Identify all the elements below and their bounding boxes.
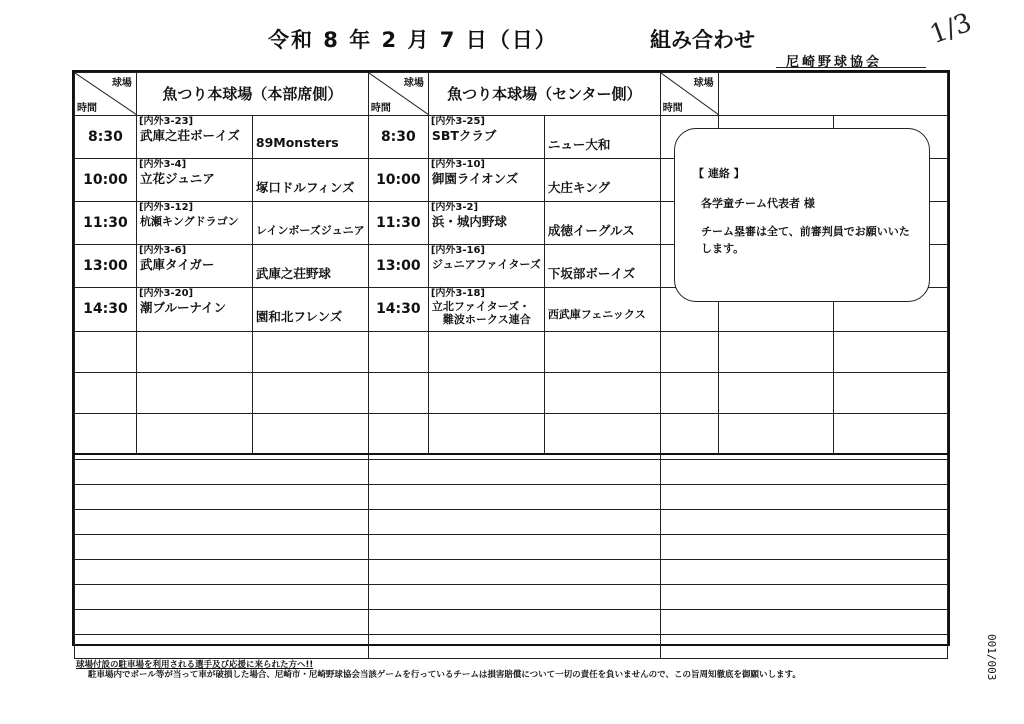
venue-header-row [75, 73, 948, 116]
team-away: 89Monsters [255, 135, 339, 150]
team-home: 武庫之荘ボーイズ [139, 128, 240, 143]
table-row [75, 332, 948, 373]
table-row [75, 414, 948, 454]
empty-cell [368, 414, 428, 454]
team2-cell [252, 202, 368, 245]
empty-cell [368, 373, 428, 414]
team2-cell [544, 288, 660, 332]
match-code: [内外3-18] [430, 288, 485, 299]
lower-row [75, 560, 948, 585]
match-time: 11:30 [376, 215, 421, 231]
association-underline [776, 67, 926, 68]
team-home: ジュニアファイターズ [431, 258, 541, 271]
venue-label: 球場 [693, 78, 714, 89]
team2-cell [252, 116, 368, 159]
empty-cell [75, 510, 369, 535]
team1-cell [428, 245, 544, 288]
time-cell [75, 288, 137, 332]
team-home: 潮ブルーナイン [139, 300, 227, 315]
team-home: 浜・城内野球 [431, 214, 507, 229]
empty-cell [544, 373, 660, 414]
match-code: [内外3-6] [138, 245, 187, 256]
empty-cell [252, 332, 368, 373]
team-home-line2: 難波ホークス連合 [442, 313, 531, 326]
team1-cell [136, 116, 252, 159]
time-cell [368, 202, 428, 245]
team1-cell [428, 159, 544, 202]
time-cell [75, 202, 137, 245]
venue-c-header [718, 73, 947, 116]
time-label: 時間 [370, 103, 391, 114]
time-cell [75, 116, 137, 159]
empty-cell [368, 485, 660, 510]
empty-cell [544, 332, 660, 373]
empty-cell [428, 414, 544, 454]
empty-cell [136, 373, 252, 414]
team-away: 西武庫フェニックス [547, 308, 646, 321]
lower-row [75, 485, 948, 510]
empty-cell [660, 635, 947, 659]
footer-heading: 球場付設の駐車場を利用される選手及び応援に来られた方へ!! [76, 660, 314, 670]
empty-cell [136, 414, 252, 454]
team2-cell [544, 116, 660, 159]
time-cell [75, 159, 137, 202]
team-home: 御園ライオンズ [431, 171, 519, 186]
empty-cell [544, 414, 660, 454]
empty-cell [660, 585, 947, 610]
empty-cell [660, 560, 947, 585]
team2-cell [252, 245, 368, 288]
match-code: [内外3-16] [430, 245, 485, 256]
team2-cell [544, 202, 660, 245]
team1-cell [428, 202, 544, 245]
empty-cell [368, 610, 660, 635]
team-away: ニュー大和 [547, 137, 611, 152]
lower-row [75, 610, 948, 635]
empty-cell [660, 414, 718, 454]
empty-cell [252, 414, 368, 454]
header-corner-b [368, 73, 428, 116]
lower-row [75, 510, 948, 535]
venue-label: 球場 [403, 78, 424, 89]
table-row [75, 373, 948, 414]
empty-cell [660, 460, 947, 485]
lower-row [75, 585, 948, 610]
team2-cell [544, 159, 660, 202]
empty-cell [368, 585, 660, 610]
empty-cell [660, 535, 947, 560]
empty-cell [834, 373, 948, 414]
empty-cell [75, 585, 369, 610]
match-time: 11:30 [83, 215, 128, 231]
team1-cell [136, 245, 252, 288]
empty-cell [428, 373, 544, 414]
empty-cell [75, 332, 137, 373]
empty-cell [660, 373, 718, 414]
empty-cell [834, 332, 948, 373]
team1-cell [428, 116, 544, 159]
team-away: 塚口ドルフィンズ [255, 180, 355, 195]
page-subtitle: 組み合わせ [650, 28, 755, 52]
team1-cell [136, 202, 252, 245]
page-mark: 1/3 [926, 7, 976, 51]
venue-b-name: 魚つり本球場（センター側） [447, 85, 642, 103]
match-time: 10:00 [83, 172, 128, 188]
page-title: 令和 8 年 2 月 7 日（日） [268, 28, 558, 52]
team1-cell [136, 159, 252, 202]
notice-title: 【 連絡 】 [693, 167, 745, 180]
empty-cell [368, 332, 428, 373]
association-name: 尼崎野球協会 [786, 55, 883, 70]
fax-page-id: 001/003 [985, 634, 998, 681]
match-time: 8:30 [88, 129, 123, 145]
notice-box [674, 128, 930, 302]
match-time: 13:00 [83, 258, 128, 274]
venue-label: 球場 [111, 78, 132, 89]
empty-cell [660, 485, 947, 510]
team2-cell [544, 245, 660, 288]
team-home: SBTクラブ [431, 128, 497, 143]
match-code: [内外3-4] [138, 159, 187, 170]
lower-row [75, 535, 948, 560]
footer-disclaimer: 駐車場内でボール等が当って車が破損した場合、尼崎市・尼崎野球協会当該ゲームを行っているチームは損害賠償について一切の責任を負いませんので、この旨周知徹底を御願いします。 [88, 670, 801, 680]
empty-cell [428, 332, 544, 373]
time-cell [368, 159, 428, 202]
empty-cell [75, 635, 369, 659]
time-label: 時間 [77, 103, 97, 114]
match-code: [内外3-20] [138, 288, 194, 299]
empty-cell [718, 332, 834, 373]
team-away: 園和北フレンズ [255, 309, 343, 324]
header-corner-a [75, 73, 137, 116]
time-cell [368, 288, 428, 332]
team1-cell [428, 288, 544, 332]
match-time: 10:00 [376, 172, 421, 188]
empty-cell [75, 485, 369, 510]
empty-cell [75, 373, 137, 414]
empty-cell [718, 414, 834, 454]
team-away: レインボーズジュニア [255, 224, 365, 237]
venue-a-name: 魚つり本球場（本部席側） [162, 85, 343, 103]
empty-cell [75, 560, 369, 585]
empty-cell [75, 414, 137, 454]
empty-cell [136, 332, 252, 373]
empty-cell [75, 610, 369, 635]
lower-row [75, 635, 948, 659]
time-cell [368, 245, 428, 288]
match-time: 13:00 [376, 258, 421, 274]
empty-cell [75, 535, 369, 560]
match-time: 8:30 [380, 129, 416, 145]
empty-cell [368, 635, 660, 659]
team-away: 下坂部ボーイズ [547, 266, 636, 281]
empty-cell [660, 610, 947, 635]
team-home: 杭瀬キングドラゴン [139, 215, 239, 228]
empty-cell [252, 373, 368, 414]
empty-cell [368, 535, 660, 560]
team1-cell [136, 288, 252, 332]
notice-body: チーム塁審は全て、前審判員でお願いいたします。 [701, 225, 910, 255]
empty-cell [368, 510, 660, 535]
match-code: [内外3-2] [430, 202, 479, 213]
team-home-line1: 立北ファイターズ・ [431, 300, 531, 313]
team-home: 武庫タイガー [139, 257, 215, 272]
lower-row [75, 460, 948, 485]
team-away: 大庄キング [547, 180, 610, 195]
empty-cell [834, 414, 948, 454]
empty-cell [75, 460, 369, 485]
header-corner-c [660, 73, 718, 116]
venue-b-header [428, 73, 660, 116]
time-label: 時間 [662, 103, 683, 114]
time-cell [368, 116, 428, 159]
team-away: 成徳イーグルス [547, 223, 635, 238]
team2-cell [252, 159, 368, 202]
empty-cell [368, 460, 660, 485]
team-home: 立花ジュニア [139, 171, 215, 186]
match-time: 14:30 [83, 301, 128, 317]
match-code: [内外3-25] [430, 116, 485, 127]
match-code: [内外3-12] [138, 202, 194, 213]
match-time: 14:30 [376, 301, 421, 317]
time-cell [75, 245, 137, 288]
empty-cell [660, 510, 947, 535]
team-away: 武庫之荘野球 [255, 266, 331, 281]
empty-cell [718, 373, 834, 414]
venue-a-header [136, 73, 368, 116]
empty-cell [368, 560, 660, 585]
team2-cell [252, 288, 368, 332]
match-code: [内外3-23] [138, 116, 194, 127]
empty-cell [660, 332, 718, 373]
notice-addressee: 各学童チーム代表者 様 [701, 197, 815, 210]
match-code: [内外3-10] [430, 159, 485, 170]
